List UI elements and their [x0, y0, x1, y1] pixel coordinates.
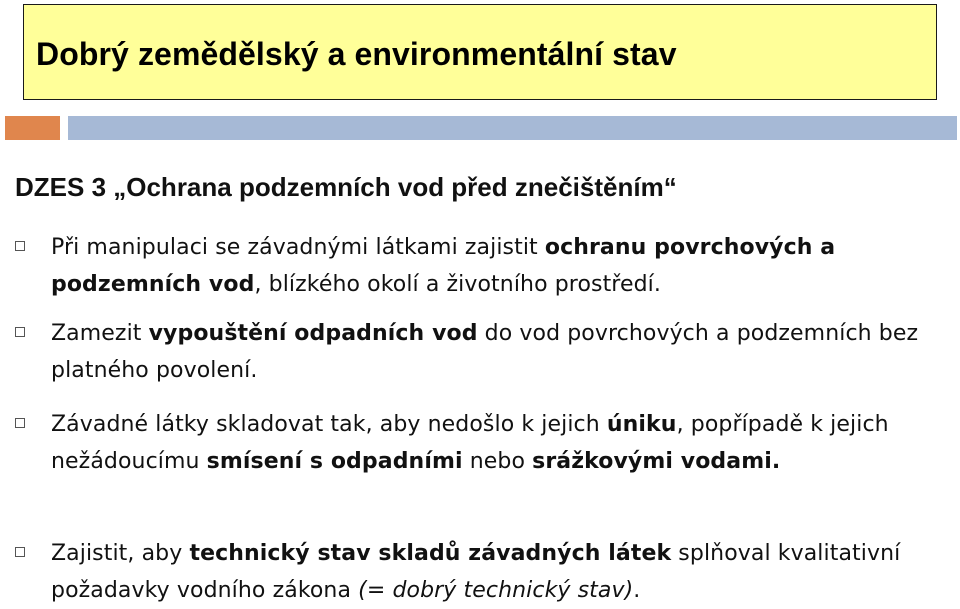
accent-bar-blue — [68, 116, 957, 140]
title-banner — [23, 4, 937, 100]
bullet-text — [15, 406, 945, 480]
bullet-segment: . — [633, 578, 641, 603]
bullet-segment: do vod povrchových a podzemních bez platného povolení. — [51, 321, 919, 383]
hollow-square-icon — [15, 327, 25, 337]
bullet-segment: Zamezit — [51, 321, 149, 346]
bullet-segment-bold: smísení s odpadními — [206, 449, 463, 474]
bullet-segment: Při manipulaci se závadnými látkami zajistit — [51, 235, 545, 260]
bullet-segment-bold: úniku — [606, 412, 677, 437]
bullet-segment-bold: vypouštění odpadních vod — [148, 321, 478, 346]
hollow-square-icon — [15, 418, 25, 428]
bullet-item — [15, 535, 945, 609]
slide-title: Dobrý zemědělský a environmentální stav — [36, 36, 677, 72]
bullet-segment-bold: technický stav skladů závadných látek — [189, 541, 672, 566]
bullet-segment: nebo — [462, 449, 533, 474]
bullet-item — [15, 406, 945, 480]
bullet-segment-italic: (= dobrý technický stav) — [358, 578, 634, 603]
hollow-square-icon — [15, 241, 25, 251]
accent-bar-orange — [5, 116, 60, 140]
bullet-segment-bold: ochranu povrchových a podzemních vod — [51, 235, 836, 297]
bullet-text — [15, 315, 945, 389]
bullet-text — [15, 535, 945, 609]
bullet-text — [15, 229, 945, 303]
bullet-segment: , blízkého okolí a životního prostředí. — [254, 272, 661, 297]
bullet-segment: Závadné látky skladovat tak, aby nedošlo k jejich — [51, 412, 607, 437]
bullet-segment: , popřípadě k jejich nežádoucímu — [51, 412, 889, 474]
bullet-segment: Zajistit, aby — [51, 541, 190, 566]
bullet-item — [15, 315, 945, 389]
bullet-segment-bold: srážkovými vodami. — [532, 449, 781, 474]
hollow-square-icon — [15, 547, 25, 557]
bullet-item — [15, 229, 945, 303]
bullet-segment: splňoval kvalitativní požadavky vodního zákona — [51, 541, 901, 603]
section-heading: DZES 3 „Ochrana podzemních vod před znečištěním“ — [15, 172, 677, 202]
